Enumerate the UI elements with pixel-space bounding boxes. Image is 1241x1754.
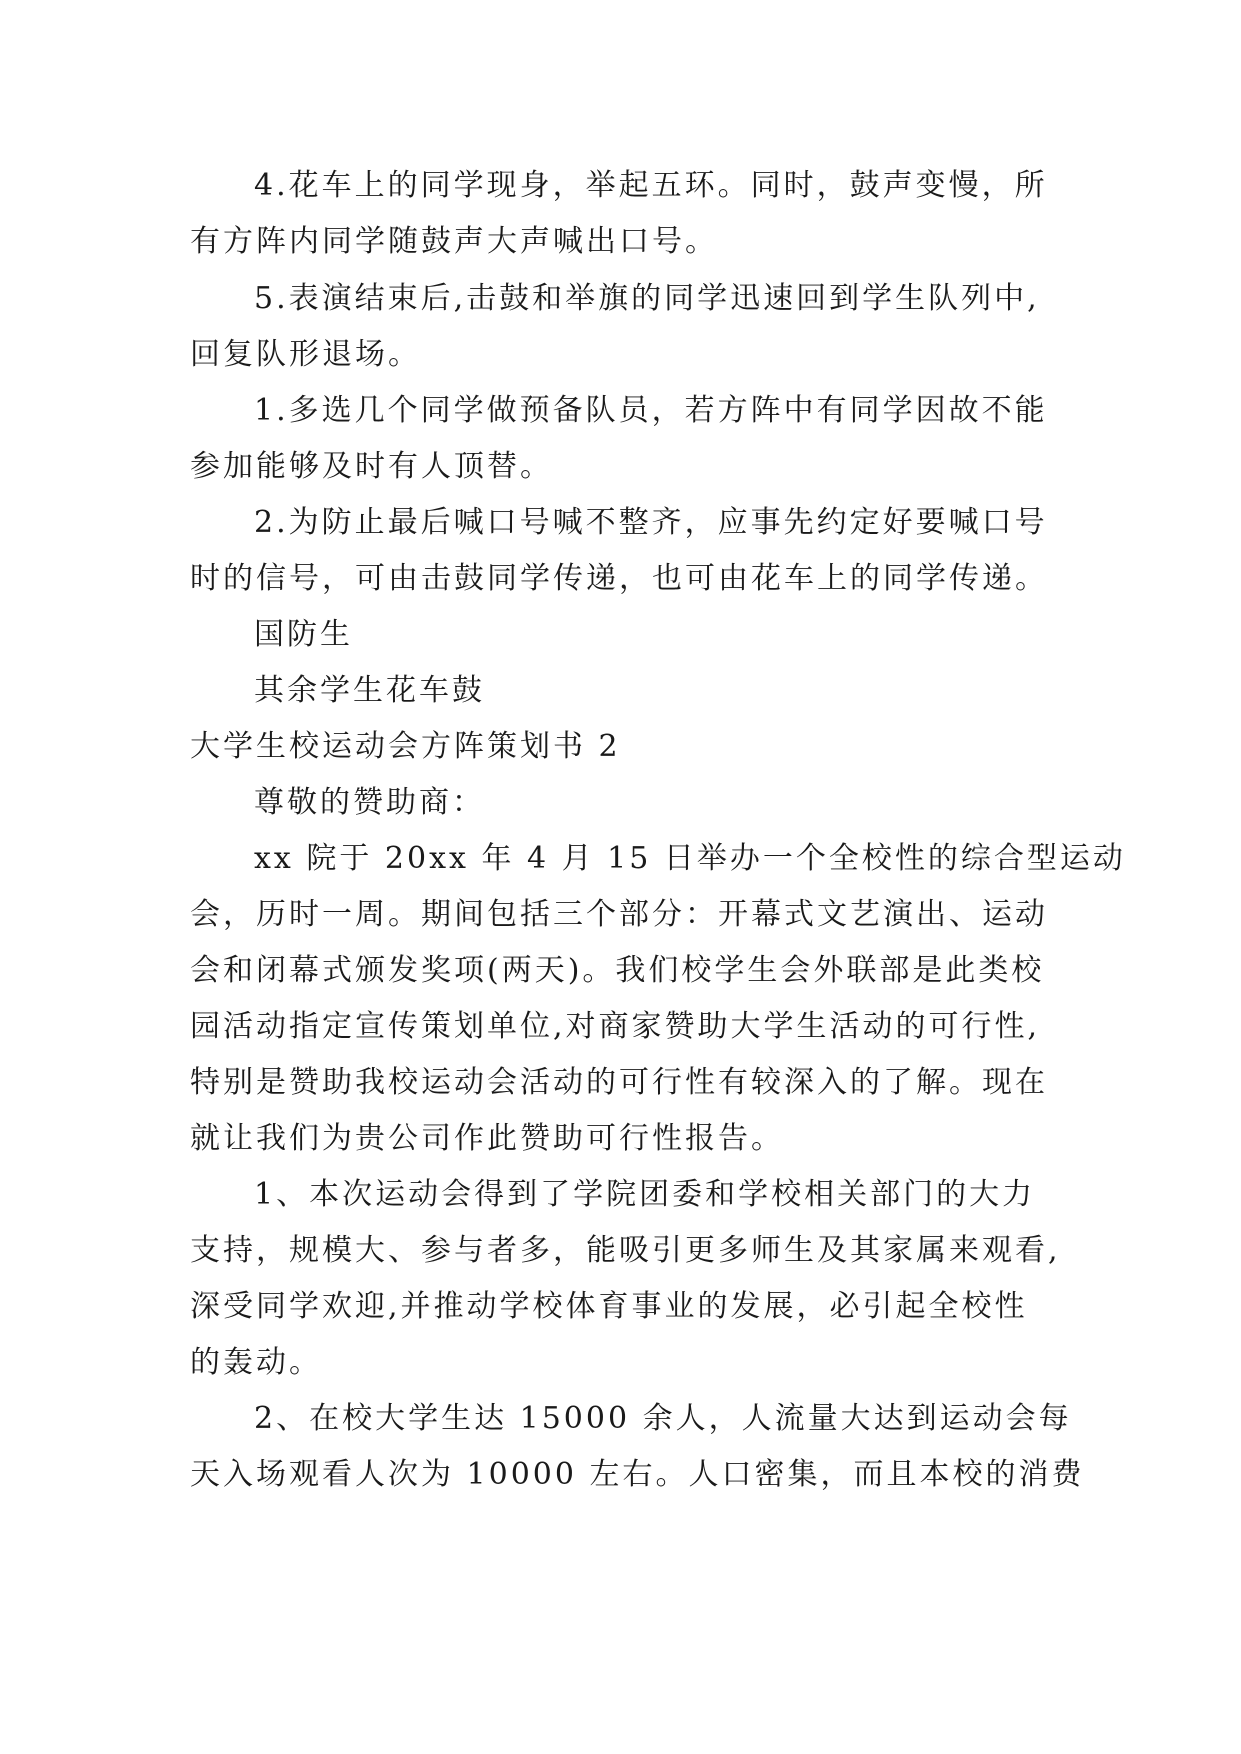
- point-1-line-4: 的轰动。: [190, 1345, 322, 1380]
- label-other-students: 其余学生花车鼓: [254, 673, 485, 708]
- paragraph-5-line-1: 5.表演结束后,击鼓和举旗的同学迅速回到学生队列中,: [254, 281, 1040, 316]
- label-guofangsheng: 国防生: [254, 617, 353, 652]
- intro-line-6: 就让我们为贵公司作此赞助可行性报告。: [190, 1121, 784, 1156]
- point-2-line-2: 天入场观看人次为 10000 左右。人口密集，而且本校的消费: [190, 1457, 1085, 1492]
- note-2-line-1: 2.为防止最后喊口号喊不整齐，应事先约定好要喊口号: [254, 505, 1048, 540]
- salutation: 尊敬的赞助商：: [254, 785, 485, 820]
- intro-line-1: xx 院于 20xx 年 4 月 15 日举办一个全校性的综合型运动: [254, 841, 1126, 876]
- intro-line-3: 会和闭幕式颁发奖项(两天)。我们校学生会外联部是此类校: [190, 953, 1045, 988]
- point-1-line-1: 1、本次运动会得到了学院团委和学校相关部门的大力: [254, 1177, 1036, 1212]
- point-1-line-2: 支持，规模大、参与者多，能吸引更多师生及其家属来观看,: [190, 1233, 1061, 1268]
- intro-line-2: 会，历时一周。期间包括三个部分：开幕式文艺演出、运动: [190, 897, 1048, 932]
- section-title: 大学生校运动会方阵策划书 2: [190, 729, 621, 764]
- note-2-line-2: 时的信号，可由击鼓同学传递，也可由花车上的同学传递。: [190, 561, 1048, 596]
- paragraph-5-line-2: 回复队形退场。: [190, 337, 421, 372]
- point-2-line-1: 2、在校大学生达 15000 余人，人流量大达到运动会每: [254, 1401, 1072, 1436]
- paragraph-4-line-1: 4.花车上的同学现身，举起五环。同时，鼓声变慢，所: [254, 168, 1048, 203]
- point-1-line-3: 深受同学欢迎,并推动学校体育事业的发展，必引起全校性: [190, 1289, 1028, 1324]
- note-1-line-2: 参加能够及时有人顶替。: [190, 449, 553, 484]
- paragraph-4-line-2: 有方阵内同学随鼓声大声喊出口号。: [190, 224, 718, 259]
- note-1-line-1: 1.多选几个同学做预备队员，若方阵中有同学因故不能: [254, 393, 1048, 428]
- intro-line-5: 特别是赞助我校运动会活动的可行性有较深入的了解。现在: [190, 1065, 1048, 1100]
- intro-line-4: 园活动指定宣传策划单位,对商家赞助大学生活动的可行性,: [190, 1009, 1041, 1044]
